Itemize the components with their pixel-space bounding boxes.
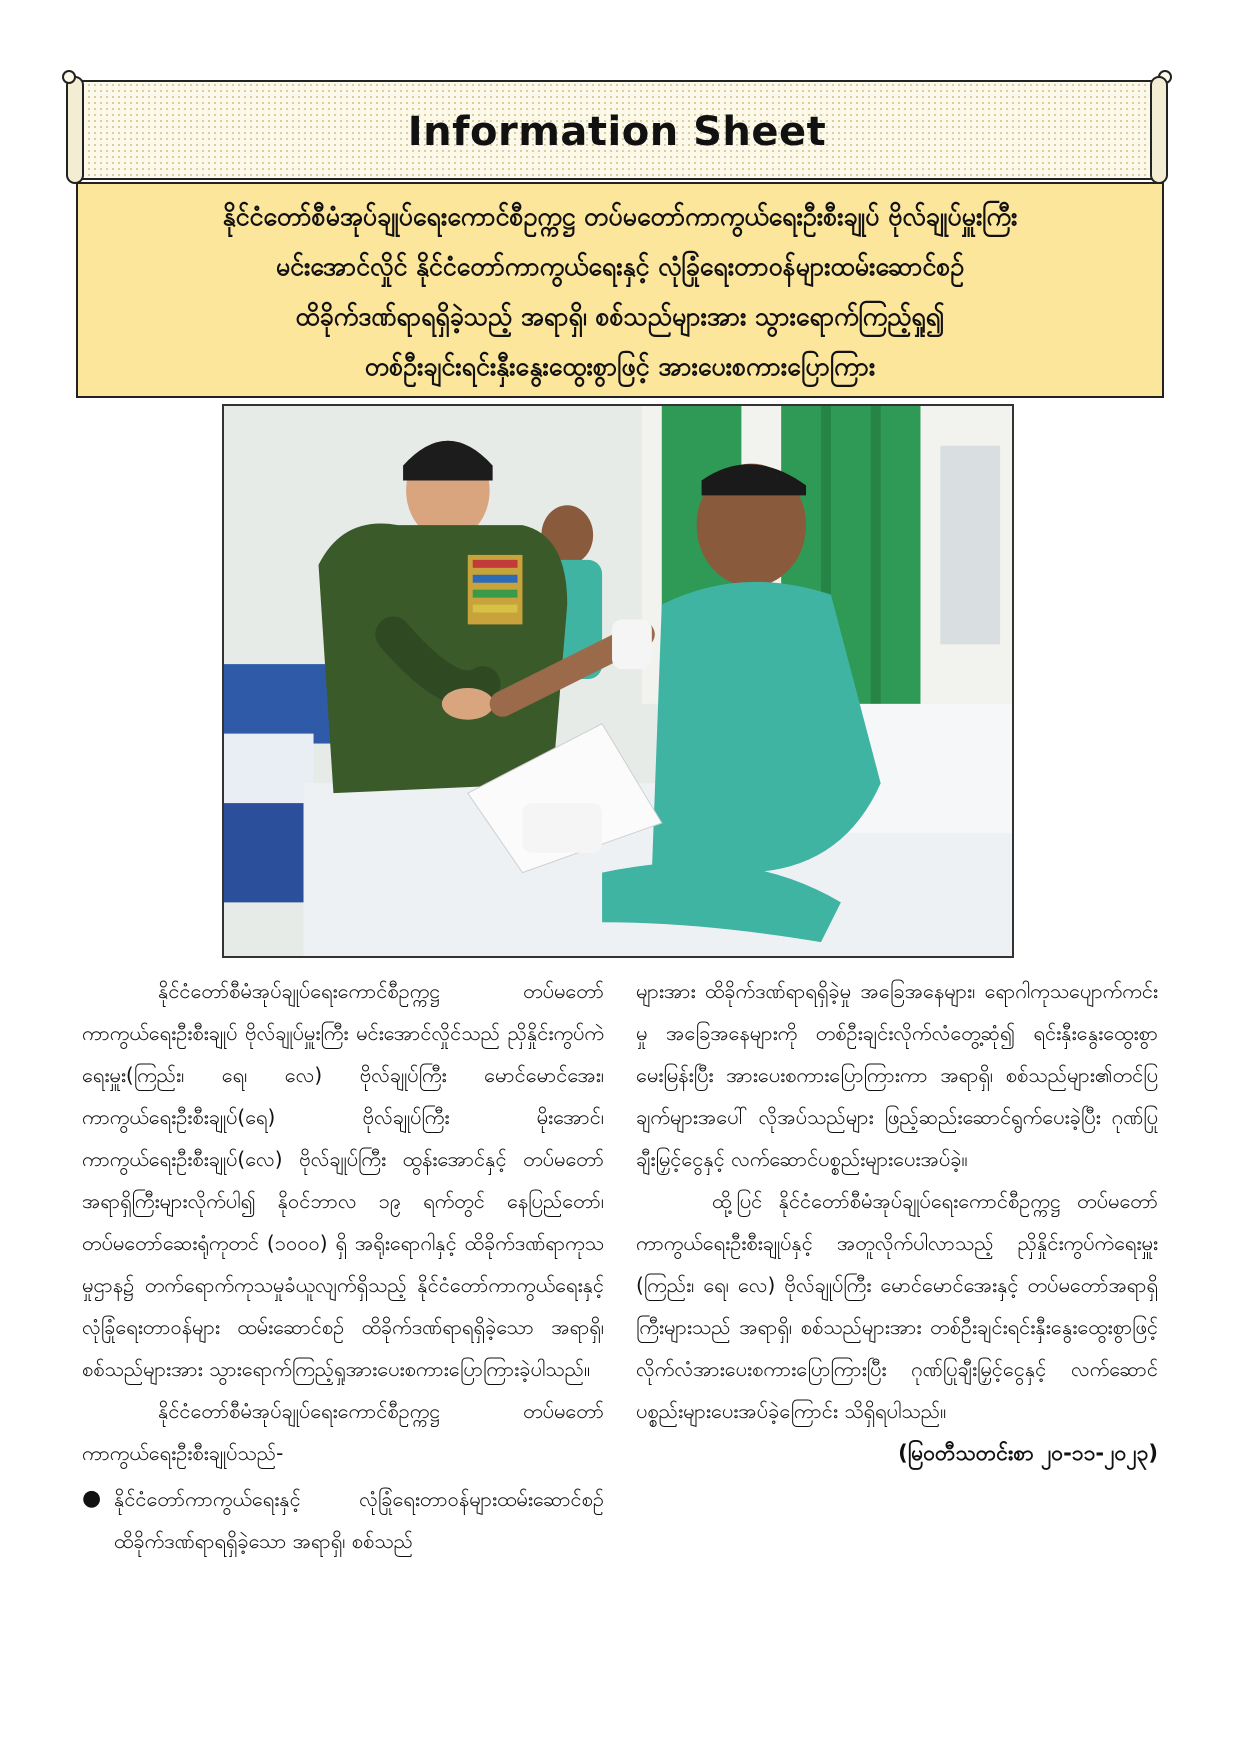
headline-line: နိုင်ငံတော်စီမံအုပ်ချုပ်ရေးကောင်စီဥက္ကဋ္ဌ တပ်မတော်ကာကွယ်ရေးဦးစီးချုပ် ဗိုလ်ချုပ်မှူးကြီး xyxy=(222,202,1018,231)
article-column-left xyxy=(82,970,604,1562)
article-column-right xyxy=(636,970,1158,1474)
bullet-dot-icon: ● xyxy=(82,1486,102,1511)
article-paragraph: များအား ထိခိုက်ဒဏ်ရာရရှိခဲ့မှု အခြေအနေများ၊ ရောဂါကုသပျောက်ကင်းမှု အခြေအနေများကို တစ်ဦးချင်းလိုက်လံတွေ့ဆုံ၍ ရင်းနှီးနွေးထွေးစွာမေးမြန်းပြီး အားပေးစကားပြောကြားကာ အရာရှိ၊ စစ်သည်များ၏တင်ပြချက်များအပေါ် လိုအပ်သည်များ ဖြည့်ဆည်းဆောင်ရွက်ပေးခဲ့ပြီး ဂုဏ်ပြုချီးမြှင့်ငွေနှင့် လက်ဆောင်ပစ္စည်းများပေးအပ်ခဲ့။ xyxy=(636,979,1158,1171)
page-title: Information Sheet xyxy=(407,109,827,155)
headline-line: မင်းအောင်လှိုင် နိုင်ငံတော်ကာကွယ်ရေးနှင့် လုံခြုံရေးတာဝန်များထမ်းဆောင်စဉ် xyxy=(275,252,965,281)
scroll-curl-icon xyxy=(62,70,76,84)
hospital-visit-illustration xyxy=(224,406,1012,956)
headline-line: ထိခိုက်ဒဏ်ရာရရှိခဲ့သည့် အရာရှိ၊ စစ်သည်များအား သွားရောက်ကြည့်ရှု၍ xyxy=(295,302,945,331)
article-paragraph: နိုင်ငံတော်စီမံအုပ်ချုပ်ရေးကောင်စီဥက္ကဋ္ဌ တပ်မတော်ကာကွယ်ရေးဦးစီးချုပ် ဗိုလ်ချုပ်မှူးကြီး မင်းအောင်လှိုင်သည် ညှိနှိုင်းကွပ်ကဲရေးမှူး(ကြည်း၊ ရေ၊ လေ) ဗိုလ်ချုပ်ကြီး မောင်မောင်အေး၊ ကာကွယ်ရေးဦးစီးချုပ်(ရေ) ဗိုလ်ချုပ်ကြီး မိုးအောင်၊ ကာကွယ်ရေးဦးစီးချုပ်(လေ) ဗိုလ်ချုပ်ကြီး ထွန်းအောင်နှင့် တပ်မတော်အရာရှိကြီးများလိုက်ပါ၍ နိုဝင်ဘာလ ၁၉ ရက်တွင် နေပြည်တော်၊ တပ်မတော်ဆေးရုံကုတင် (၁၀၀၀) ရှိ အရိုးရောဂါနှင့် ထိခိုက်ဒဏ်ရာကုသမှုဌာန၌ တက်ရောက်ကုသမှုခံယူလျက်ရှိသည့် နိုင်ငံတော်ကာကွယ်ရေးနှင့် လုံခြုံရေးတာဝန်များ ထမ်းဆောင်စဉ် ထိခိုက်ဒဏ်ရာရရှိခဲ့သော အရာရှိ၊ စစ်သည်များအား သွားရောက်ကြည့်ရှုအားပေးစကားပြောကြားခဲ့ပါသည်။ xyxy=(82,979,604,1381)
headline-box xyxy=(76,182,1164,398)
headline-line: တစ်ဦးချင်းရင်းနှီးနွေးထွေးစွာဖြင့် အားပေးစကားပြောကြား xyxy=(364,352,876,381)
article-paragraph: နိုင်ငံတော်စီမံအုပ်ချုပ်ရေးကောင်စီဥက္ကဋ္ဌ တပ်မတော်ကာကွယ်ရေးဦးစီးချုပ်သည်- xyxy=(82,1399,604,1465)
bullet-text: နိုင်ငံတော်ကာကွယ်ရေးနှင့် လုံခြုံရေးတာဝန်များထမ်းဆောင်စဉ် ထိခိုက်ဒဏ်ရာရရှိခဲ့သော အရာရှိ၊ စစ်သည် xyxy=(114,1487,604,1553)
news-photo xyxy=(222,404,1014,958)
article-paragraph: ထို့ပြင် နိုင်ငံတော်စီမံအုပ်ချုပ်ရေးကောင်စီဥက္ကဋ္ဌ တပ်မတော်ကာကွယ်ရေးဦးစီးချုပ်နှင့် အတူလိုက်ပါလာသည့် ညှိနှိုင်းကွပ်ကဲရေးမှူး (ကြည်း၊ ရေ၊ လေ) ဗိုလ်ချုပ်ကြီး မောင်မောင်အေးနှင့် တပ်မတော်အရာရှိကြီးများသည် အရာရှိ၊ စစ်သည်များအား တစ်ဦးချင်းရင်းနှီးနွေးထွေးစွာဖြင့် လိုက်လံအားပေးစကားပြောကြားပြီး ဂုဏ်ပြုချီးမြှင့်ငွေနှင့် လက်ဆောင်ပစ္စည်းများပေးအပ်ခဲ့ကြောင်း သိရှိရပါသည်။ xyxy=(636,1189,1158,1423)
source-citation: (မြဝတီသတင်းစာ ၂၀-၁၁-၂၀၂၃) xyxy=(898,1441,1158,1465)
bullet-item xyxy=(82,1478,604,1562)
title-banner xyxy=(72,80,1162,180)
scroll-curl-icon xyxy=(1158,70,1172,84)
